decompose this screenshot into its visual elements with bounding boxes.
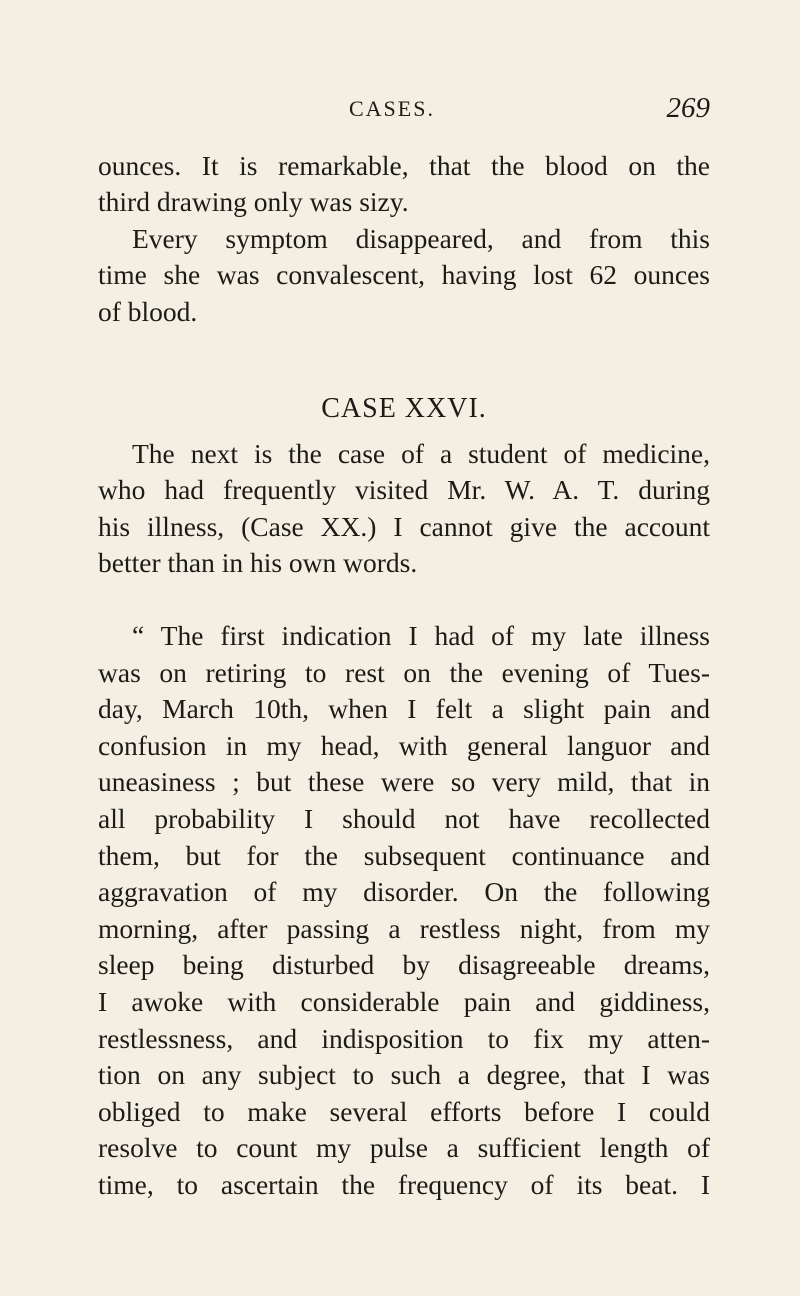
text-line: day, March 10th, when I felt a slight pain and	[98, 693, 710, 725]
quoted-account	[98, 618, 710, 1204]
text-line: who had frequently visited Mr. W. A. T. during	[98, 474, 710, 506]
text-line: ounces. It is remarkable, that the blood on the	[98, 150, 710, 181]
text-line: confusion in my head, with general languor and	[98, 729, 710, 761]
text-line: of blood.	[98, 295, 198, 327]
text-line: resolve to count my pulse a sufficient length of	[98, 1132, 710, 1164]
running-head	[98, 92, 710, 126]
opening-text	[98, 148, 710, 330]
text-line: his illness, (Case XX.) I cannot give the account	[98, 510, 710, 542]
text-line: aggravation of my disorder. On the following	[98, 876, 710, 908]
text-line: third drawing only was sizy.	[98, 186, 409, 218]
text-line: The next is the case of a student of medicine,	[132, 438, 710, 469]
case-heading: CASE XXVI.	[321, 393, 487, 424]
text-line: time, to ascertain the frequency of its beat. I	[98, 1168, 710, 1200]
text-line: tion on any subject to such a degree, that I was	[98, 1059, 710, 1091]
running-title: CASES.	[349, 96, 435, 121]
text-line: Every symptom disappeared, and from this	[132, 222, 710, 254]
text-line: obliged to make several efforts before I could	[98, 1095, 710, 1127]
text-line: restlessness, and indisposition to fix my atten-	[98, 1022, 710, 1054]
page-number: 269	[666, 92, 710, 124]
case-intro	[98, 436, 710, 582]
text-line: better than in his own words.	[98, 547, 418, 579]
text-line: time she was convalescent, having lost 62 ounces	[98, 259, 710, 291]
text-line: all probability I should not have recollected	[98, 802, 710, 834]
text-line: “ The first indication I had of my late illness	[132, 620, 710, 651]
text-line: sleep being disturbed by disagreeable dreams,	[98, 949, 710, 981]
text-line: I awoke with considerable pain and giddiness,	[98, 985, 710, 1017]
text-line: uneasiness ; but these were so very mild, that in	[98, 766, 710, 798]
text-line: morning, after passing a restless night, from my	[98, 912, 710, 944]
text-line: was on retiring to rest on the evening of Tues-	[98, 656, 710, 688]
text-line: them, but for the subsequent continuance and	[98, 839, 710, 871]
